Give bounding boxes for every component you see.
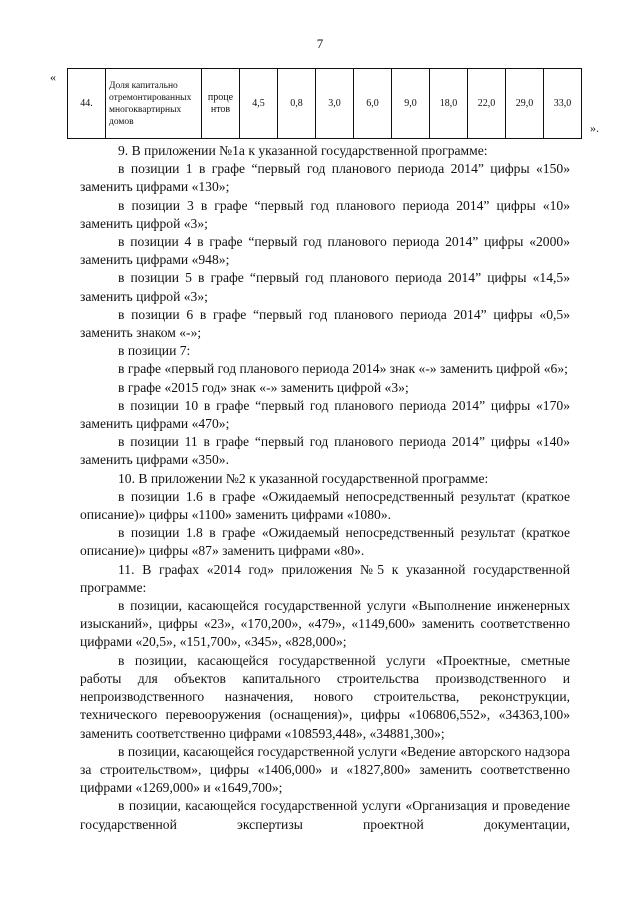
paragraph: в позиции 1.6 в графе «Ожидаемый непосредственный результат (краткое описание)» цифры «1100» заменить цифрами «1080». xyxy=(80,488,570,523)
paragraph: в позиции, касающейся государственной услуги «Ведение авторского надзора за строительством», цифры «1406,000» и «1827,800» заменить соответственно цифрами «1269,000» и «1649,700»; xyxy=(80,743,570,796)
paragraph: в позиции 1 в графе “первый год планового периода 2014” цифры «150» заменить цифрами «130»; xyxy=(80,161,570,195)
value-cell: 18,0 xyxy=(430,69,468,139)
paragraph: в позиции 11 в графе “первый год планового периода 2014” цифры «140» заменить цифрами «350». xyxy=(80,434,570,468)
opening-quote: « xyxy=(50,70,56,84)
unit-cell: проце нтов xyxy=(202,69,240,139)
paragraph: в графе «2015 год» знак «-» заменить цифрой «3»; xyxy=(118,379,409,395)
indicator-table xyxy=(67,68,582,139)
paragraph: в позиции, касающейся государственной услуги «Проектные, сметные работы для объектов капитального строительства производственного и непроизводственного назначения, нового строительства, реконструкции, технического перевооружения (оснащения)», цифры «106806,552», «34363,100» заменить соответственно цифрами «108593,448», «34881,300»; xyxy=(80,652,570,741)
paragraph: 11. В графах «2014 год» приложения №5 к указанной государственной программе: xyxy=(80,561,570,595)
value-cell: 22,0 xyxy=(468,69,506,139)
value-cell: 29,0 xyxy=(506,69,544,139)
value-cell: 4,5 xyxy=(240,69,278,139)
paragraph: в позиции 7: xyxy=(118,343,191,359)
paragraph: в позиции 3 в графе “первый год планового периода 2014” цифры «10» заменить цифрой «3»; xyxy=(80,197,570,231)
value-cell: 0,8 xyxy=(278,69,316,139)
value-cell: 9,0 xyxy=(392,69,430,139)
paragraph: в позиции, касающейся государственной услуги «Выполнение инженерных изысканий», цифры «23», «170,200», «479», «1149,600» заменить соответственно цифрами «20,5», «151,700», «345», «828,000»; xyxy=(80,598,570,650)
paragraph: в позиции, касающейся государственной услуги «Организация и проведение государственной экспертизы проектной документации, xyxy=(80,798,570,832)
page-number: 7 xyxy=(316,36,324,51)
value-cell: 3,0 xyxy=(316,69,354,139)
paragraph: в позиции 5 в графе “первый год планового периода 2014” цифры «14,5» заменить цифрой «3»; xyxy=(80,270,570,304)
paragraph: 9. В приложении №1а к указанной государственной программе: xyxy=(118,143,488,158)
row-number: 44. xyxy=(68,69,106,139)
paragraph: в позиции 10 в графе “первый год планового периода 2014” цифры «170» заменить цифрами «470»; xyxy=(80,397,570,432)
closing-quote: ». xyxy=(590,121,599,135)
value-cell: 6,0 xyxy=(354,69,392,139)
document-body xyxy=(80,142,570,834)
paragraph: в позиции 1.8 в графе «Ожидаемый непосредственный результат (краткое описание)» цифры «87» заменить цифрами «80». xyxy=(80,525,570,559)
paragraph: 10. В приложении №2 к указанной государственной программе: xyxy=(118,470,489,486)
paragraph: в позиции 4 в графе “первый год планового периода 2014” цифры «2000» заменить цифрами «948»; xyxy=(80,234,570,268)
paragraph: в позиции 6 в графе “первый год планового периода 2014” цифры «0,5» заменить знаком «-»; xyxy=(80,306,570,341)
indicator-name: Доля капитально отремонтированных многоквартирных домов xyxy=(106,69,202,139)
paragraph: в графе «первый год планового периода 2014» знак «-» заменить цифрой «6»; xyxy=(118,361,568,377)
table-row xyxy=(68,69,582,139)
value-cell: 33,0 xyxy=(544,69,582,139)
